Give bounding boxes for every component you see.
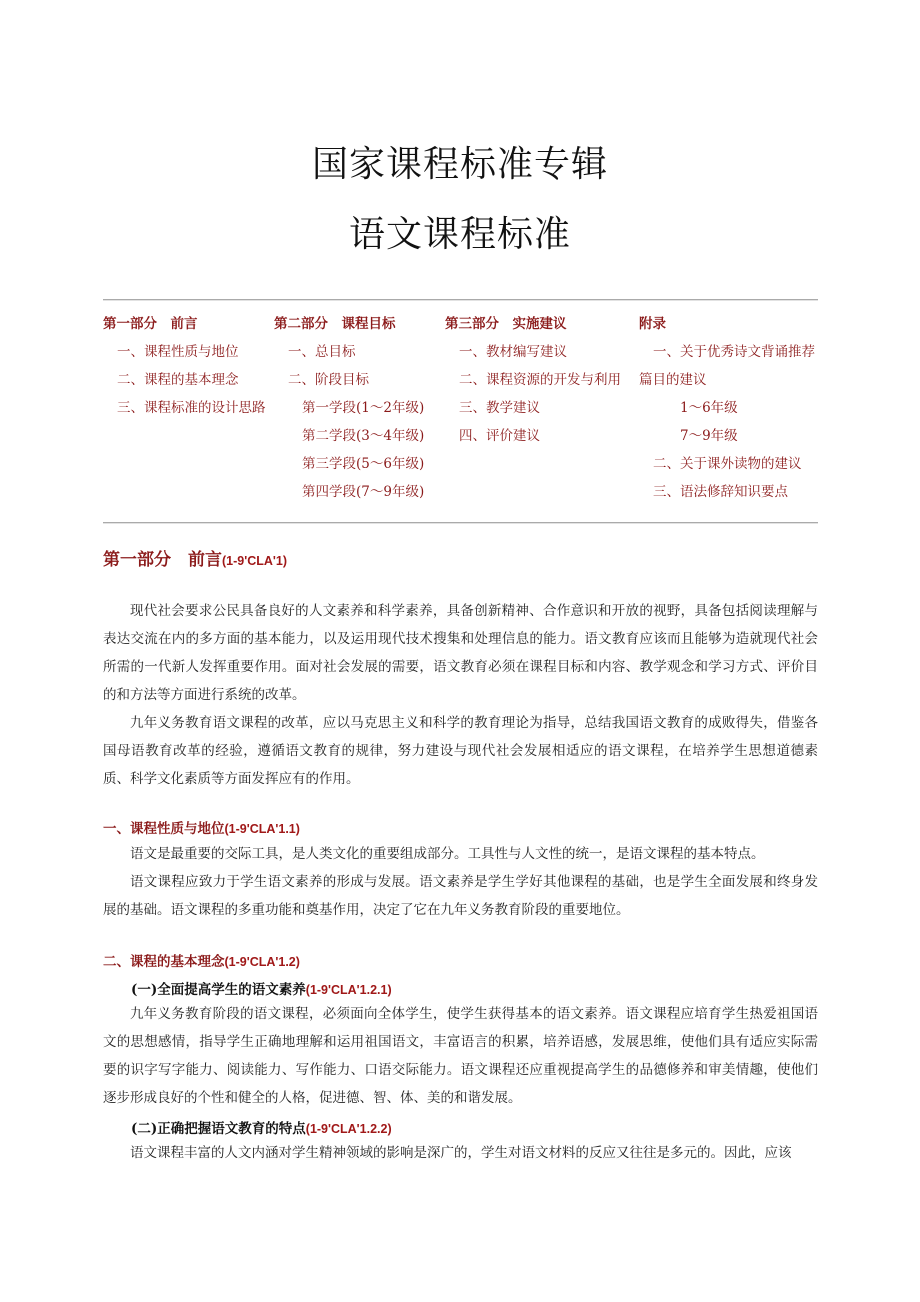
item-title-text: (一)全面提高学生的语文素养 <box>131 982 306 998</box>
toc-heading-part3[interactable]: 第三部分 实施建议 <box>445 316 567 332</box>
toc-link[interactable]: 7～9年级 <box>680 428 738 444</box>
item-title-text: (二)正确把握语文教育的特点 <box>131 1121 306 1137</box>
subsection-code: (1-9'CLA'1.2) <box>224 955 300 969</box>
divider-bottom <box>103 522 818 524</box>
paragraph: 九年义务教育语文课程的改革，应以马克思主义和科学的教育理论为指导，总结我国语文教育的成败得失，借鉴各国母语教育改革的经验，遵循语文教育的规律，努力建设与现代社会发展相适应的语文课程，在培养学生思想道德素质、科学文化素质等方面发挥应有的作用。 <box>103 715 818 787</box>
paragraph: 语文是最重要的交际工具，是人类文化的重要组成部分。工具性与人文性的统一，是语文课程的基本特点。 <box>130 846 765 862</box>
section-title-preface <box>103 545 287 570</box>
toc-link[interactable]: 第一学段(1～2年级) <box>302 400 425 416</box>
toc-link[interactable]: 二、关于课外读物的建议 <box>653 456 802 472</box>
paragraph: 九年义务教育阶段的语文课程，必须面向全体学生，使学生获得基本的语文素养。语文课程应培育学生热爱祖国语文的思想感情，指导学生正确地理解和运用祖国语文，丰富语言的积累，培养语感，发展思维，使他们具有适应实际需要的识字写字能力、阅读能力、写作能力、口语交际能力。语文课程还应重视提高学生的品德修养和审美情趣，使他们逐步形成良好的个性和健全的人格，促进德、智、体、美的和谐发展。 <box>103 1006 818 1106</box>
toc-link[interactable]: 第三学段(5～6年级) <box>302 456 425 472</box>
toc-column-preface <box>103 310 266 422</box>
item-title-characteristics <box>131 1117 392 1137</box>
subsection-title-text: 二、课程的基本理念 <box>103 954 225 970</box>
toc-link[interactable]: 三、课程标准的设计思路 <box>117 400 266 416</box>
item-code: (1-9'CLA'1.2.1) <box>305 983 392 997</box>
toc-heading-part1[interactable]: 第一部分 前言 <box>103 316 198 332</box>
section-code: (1-9'CLA'1) <box>222 554 287 568</box>
toc-column-goals <box>274 310 424 506</box>
item-title-literacy <box>131 978 392 998</box>
toc-link[interactable]: 四、评价建议 <box>459 428 540 444</box>
toc-link[interactable]: 三、教学建议 <box>459 400 540 416</box>
document-subtitle: 语文课程标准 <box>348 214 571 255</box>
toc-link[interactable]: 一、总目标 <box>288 344 356 360</box>
paragraph: 语文课程丰富的人文内涵对学生精神领域的影响是深广的，学生对语文材料的反应又往往是多元的。因此，应该 <box>130 1145 792 1161</box>
toc-link[interactable]: 二、课程资源的开发与利用 <box>459 372 621 388</box>
toc-link[interactable]: 一、课程性质与地位 <box>117 344 239 360</box>
toc-link[interactable]: 三、语法修辞知识要点 <box>653 484 788 500</box>
subsection-code: (1-9'CLA'1.1) <box>224 822 300 836</box>
subsection-title-nature <box>103 817 300 837</box>
toc-link[interactable]: 1～6年级 <box>680 400 738 416</box>
document-title: 国家课程标准专辑 <box>311 144 608 185</box>
toc-link[interactable]: 篇目的建议 <box>639 372 707 388</box>
divider-top <box>103 299 818 301</box>
section-title-text: 第一部分 前言 <box>103 550 222 570</box>
toc-column-implementation <box>445 310 621 450</box>
toc-link[interactable]: 二、阶段目标 <box>288 372 369 388</box>
paragraph: 现代社会要求公民具备良好的人文素养和科学素养，具备创新精神、合作意识和开放的视野，具备包括阅读理解与表达交流在内的多方面的基本能力，以及运用现代技术搜集和处理信息的能力。语文教育应该而且能够为造就现代社会所需的一代新人发挥重要作用。面对社会发展的需要，语文教育必须在课程目标和内容、教学观念和学习方式、评价目的和方法等方面进行系统的改革。 <box>103 603 818 703</box>
toc-link[interactable]: 一、关于优秀诗文背诵推荐 <box>653 344 815 360</box>
toc-link[interactable]: 第四学段(7～9年级) <box>302 484 425 500</box>
toc-link[interactable]: 第二学段(3～4年级) <box>302 428 425 444</box>
paragraph: 语文课程应致力于学生语文素养的形成与发展。语文素养是学生学好其他课程的基础，也是学生全面发展和终身发展的基础。语文课程的多重功能和奠基作用，决定了它在九年义务教育阶段的重要地位。 <box>103 874 818 918</box>
toc-heading-part2[interactable]: 第二部分 课程目标 <box>274 316 396 332</box>
item-code: (1-9'CLA'1.2.2) <box>305 1122 392 1136</box>
toc-link[interactable]: 二、课程的基本理念 <box>117 372 239 388</box>
toc-heading-appendix[interactable]: 附录 <box>639 316 666 332</box>
subsection-title-concepts <box>103 950 300 970</box>
toc-link[interactable]: 一、教材编写建议 <box>459 344 567 360</box>
toc-column-appendix <box>639 310 815 506</box>
subsection-title-text: 一、课程性质与地位 <box>103 821 225 837</box>
